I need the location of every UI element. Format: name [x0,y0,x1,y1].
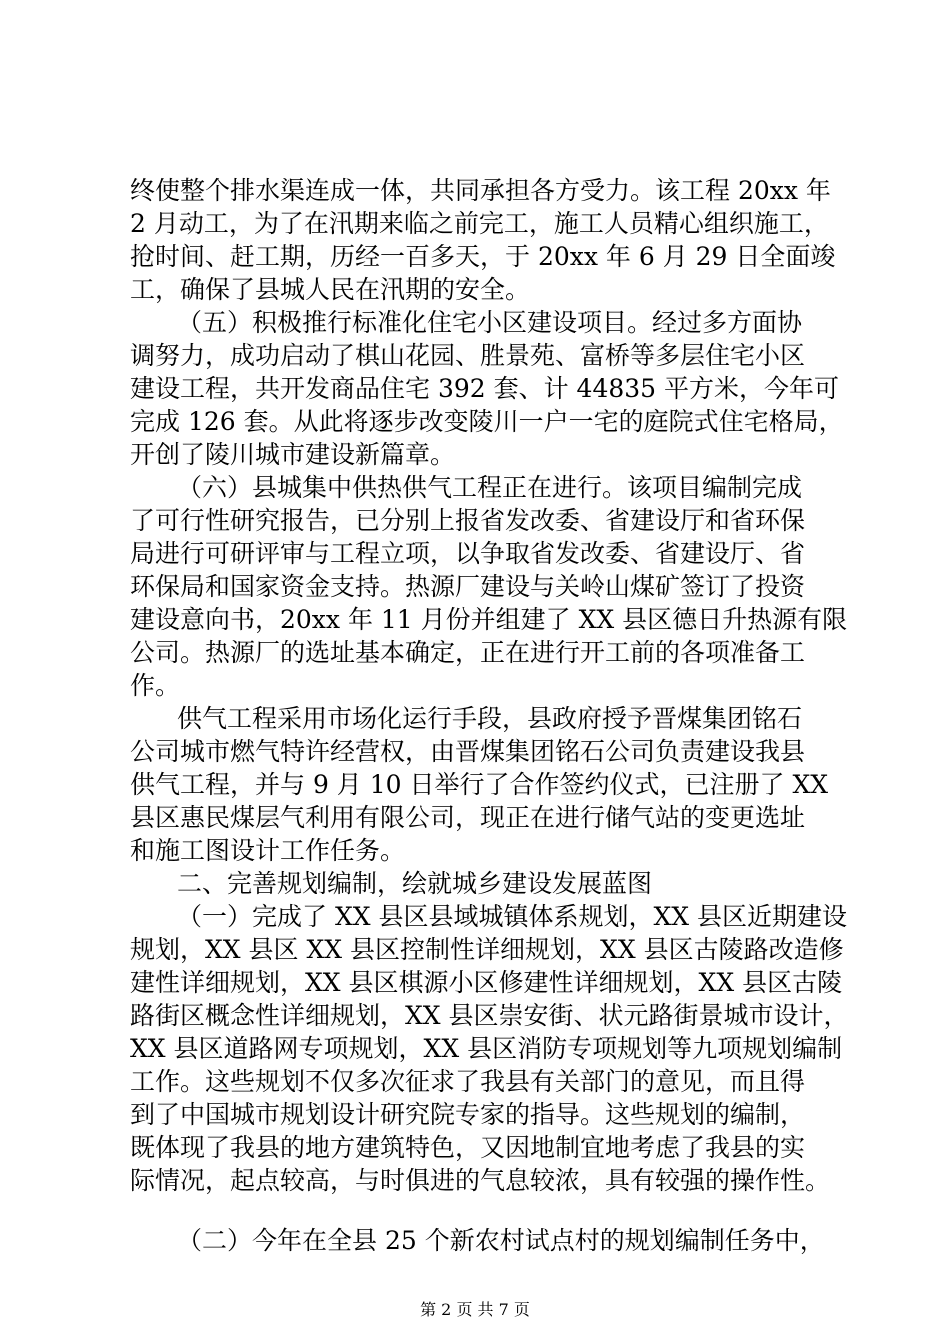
body-line: 工，确保了县城人民在汛期的安全。 [130,275,531,304]
body-line: 了可行性研究报告，已分别上报省发改委、省建设厅和省环保 [130,506,806,535]
body-line: 建设工程，共开发商品住宅 392 套、计 44835 平方米，今年可 [130,374,840,403]
body-line: 规划，XX 县区 XX 县区控制性详细规划，XX 县区古陵路改造修 [130,935,844,964]
body-line: 调努力，成功启动了棋山花园、胜景苑、富桥等多层住宅小区 [130,341,806,370]
body-line: 公司。热源厂的选址基本确定，正在进行开工前的各项准备工 [130,638,806,667]
body-line: （一）完成了 XX 县区县域城镇体系规划，XX 县区近期建设 [177,902,848,931]
body-line: XX 县区道路网专项规划，XX 县区消防专项规划等九项规划编制 [130,1034,843,1063]
page-number: 第 2 页 共 7 页 [420,1300,530,1319]
section-heading: 二、完善规划编制，绘就城乡建设发展蓝图 [177,869,653,898]
body-line: 供气工程采用市场化运行手段，县政府授予晋煤集团铭石 [177,704,803,733]
body-line: 建性详细规划，XX 县区棋源小区修建性详细规划，XX 县区古陵 [130,968,843,997]
body-line: （五）积极推行标准化住宅小区建设项目。经过多方面协 [177,308,803,337]
body-line: 既体现了我县的地方建筑特色，又因地制宜地考虑了我县的实 [130,1133,806,1162]
body-line: 到了中国城市规划设计研究院专家的指导。这些规划的编制， [130,1100,806,1129]
body-line: 抢时间、赶工期，历经一百多天，于 20xx 年 6 月 29 日全面竣 [130,242,836,271]
body-line: 供气工程，并与 9 月 10 日举行了合作签约仪式，已注册了 XX [130,770,829,799]
body-line: 和施工图设计工作任务。 [130,836,406,865]
body-line: 路街区概念性详细规划，XX 县区崇安街、状元路街景城市设计， [130,1001,849,1030]
body-line: 工作。这些规划不仅多次征求了我县有关部门的意见，而且得 [130,1067,806,1096]
body-line: 作。 [130,671,181,700]
body-line: 2 月动工，为了在汛期来临之前完工，施工人员精心组织施工， [130,209,829,238]
body-line: （六）县城集中供热供气工程正在进行。该项目编制完成 [177,473,803,502]
body-line: 际情况，起点较高，与时俱进的气息较浓，具有较强的操作性。 [130,1166,831,1195]
body-line: 完成 126 套。从此将逐步改变陵川一户一宅的庭院式住宅格局， [130,407,844,436]
body-line: 开创了陵川城市建设新篇章。 [130,440,456,469]
body-line: 环保局和国家资金支持。热源厂建设与关岭山煤矿签订了投资 [130,572,806,601]
body-line: 公司城市燃气特许经营权，由晋煤集团铭石公司负责建设我县 [130,737,806,766]
body-line-last: （二）今年在全县 25 个新农村试点村的规划编制任务中， [177,1226,825,1255]
body-line: 建设意向书，20xx 年 11 月份并组建了 XX 县区德日升热源有限 [130,605,848,634]
body-line: 终使整个排水渠连成一体，共同承担各方受力。该工程 20xx 年 [130,176,831,205]
body-line: 县区惠民煤层气利用有限公司，现正在进行储气站的变更选址 [130,803,806,832]
body-line: 局进行可研评审与工程立项，以争取省发改委、省建设厅、省 [130,539,806,568]
